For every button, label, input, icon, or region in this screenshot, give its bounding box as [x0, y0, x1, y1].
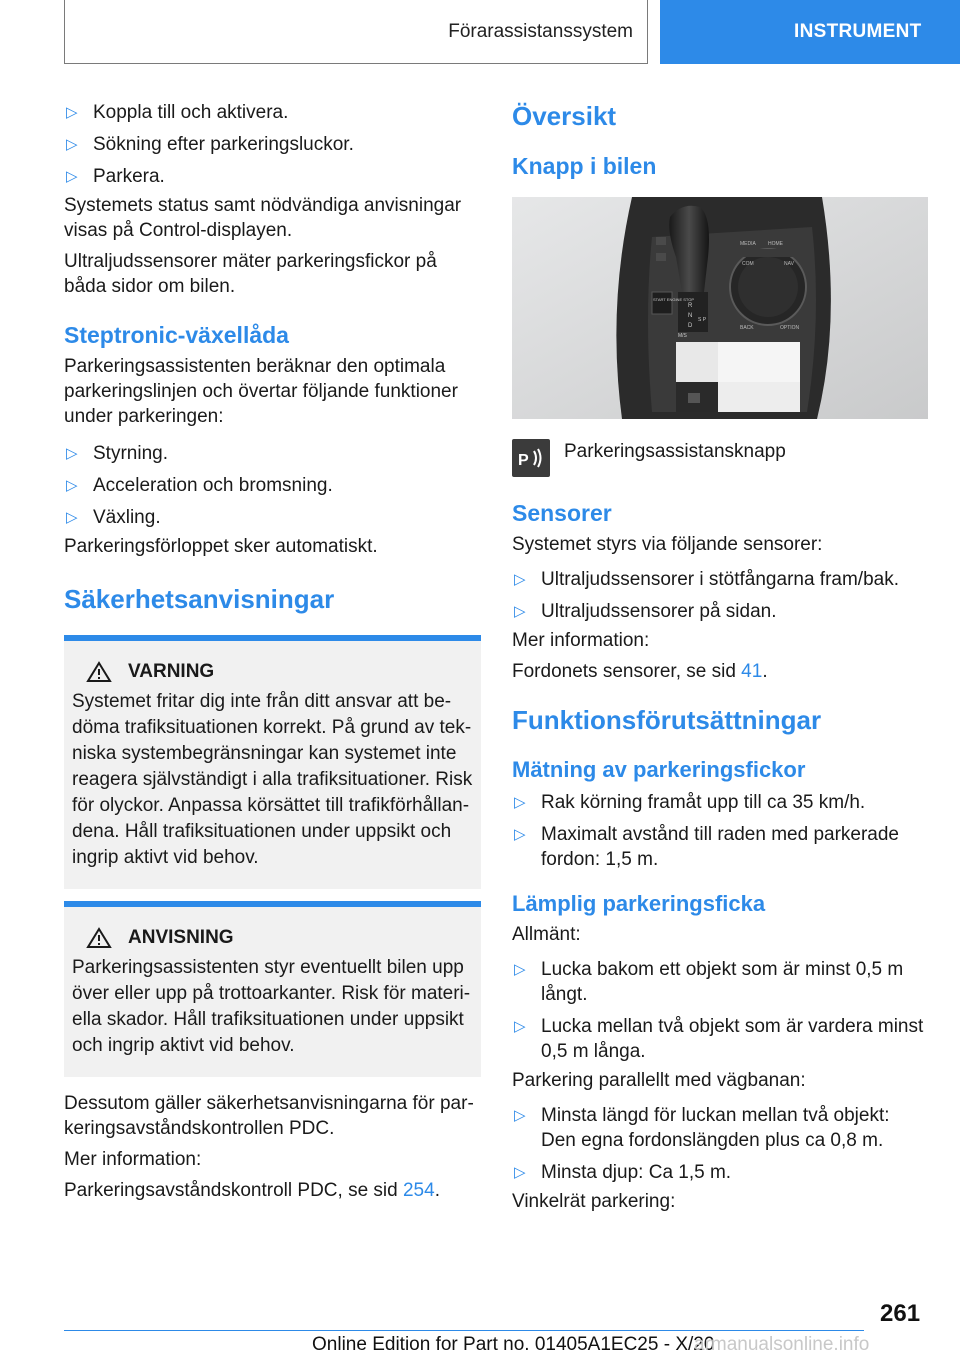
- left-column: [64, 100, 481, 1209]
- paragraph: Allmänt:: [512, 924, 581, 945]
- gear-r-label: R: [688, 303, 693, 309]
- reference-paragraph: Fordonets sensorer, se sid 41.: [512, 661, 768, 682]
- warning-triangle-icon: [86, 927, 112, 949]
- center-console-photo: [512, 197, 928, 419]
- triangle-bullet-icon: ▷: [514, 1107, 526, 1124]
- reference-paragraph: Parkeringsavståndskontroll PDC, se sid 254.: [64, 1180, 440, 1201]
- header-section-title: Förarassistanssystem: [448, 20, 633, 42]
- home-label: HOME: [768, 241, 783, 247]
- start-stop-label: START ENGINE STOP: [653, 297, 695, 302]
- list-item: ▷ Minsta längd för luckan mellan två objekt: Den egna fordonslängden plus ca 0,8 m.: [514, 1105, 890, 1151]
- back-label: BACK: [740, 325, 754, 331]
- heading-suitable-space: Lämplig parkeringsficka: [512, 891, 766, 916]
- triangle-bullet-icon: ▷: [66, 104, 78, 121]
- general-list: [512, 957, 928, 1064]
- paragraph: Ultraljudssensorer mäter parkeringsfickor på båda sidor om bilen.: [64, 251, 437, 297]
- gear-sp-label: S P: [698, 317, 707, 323]
- header-chapter-title: INSTRUMENT: [794, 21, 922, 42]
- gear-d-label: D: [688, 323, 693, 329]
- triangle-bullet-icon: ▷: [66, 445, 78, 462]
- triangle-bullet-icon: ▷: [514, 794, 526, 811]
- svg-text:P: P: [518, 452, 529, 469]
- list-item: ▷ Rak körning framåt upp till ca 35 km/h.: [514, 792, 866, 813]
- com-label: COM: [742, 261, 754, 267]
- parking-assist-icon: [512, 439, 550, 477]
- button-legend-label: Parkeringsassistansknapp: [564, 441, 786, 462]
- list-item: ▷ Sökning efter parkeringsluckor.: [66, 134, 354, 155]
- page-link-41[interactable]: 41: [741, 661, 763, 682]
- sensor-list: [512, 567, 928, 624]
- page-number: 261: [880, 1300, 921, 1327]
- header-chapter: [660, 0, 960, 64]
- paragraph: Systemet styrs via följande sensorer:: [512, 534, 823, 555]
- paragraph: Dessutom gäller säkerhetsanvisningarna för parkeringsavståndskontrollen PDC.: [64, 1093, 474, 1139]
- triangle-bullet-icon: ▷: [514, 961, 526, 978]
- heading-safety: Säkerhetsanvisningar: [64, 584, 335, 614]
- header-section: [64, 0, 648, 64]
- heading-functional-conditions: Funktionsförutsättningar: [512, 705, 822, 735]
- heading-sensors: Sensorer: [512, 500, 612, 526]
- paragraph: Parkeringsförloppet sker automatiskt.: [64, 536, 378, 557]
- heading-measurement: Mätning av parkeringsfickor: [512, 757, 806, 782]
- list-item: ▷ Maximalt avstånd till raden med parkerade fordon: 1,5 m.: [514, 824, 900, 870]
- heading-overview: Översikt: [512, 101, 617, 131]
- list-item: ▷ Ultraljudssensorer på sidan.: [514, 601, 777, 622]
- center-console-illustration: [512, 197, 928, 419]
- paragraph: Vinkelrät parkering:: [512, 1191, 676, 1212]
- heading-button: Knapp i bilen: [512, 153, 657, 179]
- function-list: [64, 441, 481, 530]
- list-item: ▷ Lucka mellan två objekt som är vardera minst 0,5 m långa.: [514, 1016, 924, 1062]
- list-item: ▷ Minsta djup: Ca 1,5 m.: [514, 1162, 732, 1183]
- paragraph: Parkering parallellt med vägbanan:: [512, 1070, 806, 1091]
- media-label: MEDIA: [740, 241, 756, 247]
- measurement-list: [512, 790, 928, 872]
- paragraph: Mer information:: [512, 630, 650, 651]
- right-column: [512, 100, 928, 1220]
- triangle-bullet-icon: ▷: [66, 168, 78, 185]
- warning-title: VARNING: [72, 661, 473, 683]
- list-item: ▷ Koppla till och aktivera.: [66, 102, 289, 123]
- gear-ms-label: M/S: [678, 333, 687, 339]
- heading-steptronic: Steptronic-växellåda: [64, 322, 289, 348]
- edition-text: Online Edition for Part no. 01405A1EC25 - X/20: [312, 1334, 715, 1355]
- paragraph: Systemets status samt nödvändiga anvisningar visas på Control-displayen.: [64, 195, 462, 241]
- paragraph: Mer information:: [64, 1149, 202, 1170]
- option-label: OPTION: [780, 325, 800, 331]
- watermark-text: armanualsonline.info: [694, 1334, 870, 1355]
- triangle-bullet-icon: ▷: [66, 509, 78, 526]
- triangle-bullet-icon: ▷: [514, 826, 526, 843]
- footer-divider: [64, 1330, 864, 1331]
- list-item: ▷ Acceleration och bromsning.: [66, 475, 333, 496]
- triangle-bullet-icon: ▷: [66, 136, 78, 153]
- nav-label: NAV: [784, 261, 794, 267]
- page-link-254[interactable]: 254: [402, 1180, 435, 1201]
- parallel-list: [512, 1103, 928, 1185]
- triangle-bullet-icon: ▷: [514, 1018, 526, 1035]
- paragraph: Parkeringsassistenten beräknar den optimala parkeringslinjen och övertar följande funktioner under parkeringen:: [64, 356, 458, 427]
- triangle-bullet-icon: ▷: [514, 1164, 526, 1181]
- list-item: ▷ Växling.: [66, 507, 161, 528]
- warning-box: [64, 635, 481, 889]
- notice-box: [64, 901, 481, 1077]
- list-item: ▷ Ultraljudssensorer i stötfångarna fram/bak.: [514, 569, 899, 590]
- gear-n-label: N: [688, 313, 693, 319]
- warning-triangle-icon: [86, 661, 112, 683]
- list-item: ▷ Parkera.: [66, 166, 165, 187]
- step-list: [64, 100, 481, 189]
- notice-text: Parkeringsassistenten styr eventuellt bilen upp över eller upp på trottoarkanter. Risk för materiella skador. Håll trafiksituationen under uppsikt och ingrip aktivt vid behov.: [72, 957, 471, 1056]
- triangle-bullet-icon: ▷: [514, 603, 526, 620]
- notice-title: ANVISNING: [72, 927, 473, 949]
- list-item: ▷ Styrning.: [66, 443, 168, 464]
- triangle-bullet-icon: ▷: [66, 477, 78, 494]
- triangle-bullet-icon: ▷: [514, 571, 526, 588]
- list-item: ▷ Lucka bakom ett objekt som är minst 0,5 m långt.: [514, 959, 904, 1005]
- button-legend: [512, 439, 928, 477]
- warning-text: Systemet fritar dig inte från ditt ansvar att bedöma trafiksituationen korrekt. På grund av tekniska systembegränsningar kan systemet inte reagera självständigt i alla trafiksituationer. Risk för olyckor. Anpassa körsättet till trafikförhållandena. Håll trafiksituationen under uppsikt och ingrip aktivt vid behov.: [72, 691, 473, 868]
